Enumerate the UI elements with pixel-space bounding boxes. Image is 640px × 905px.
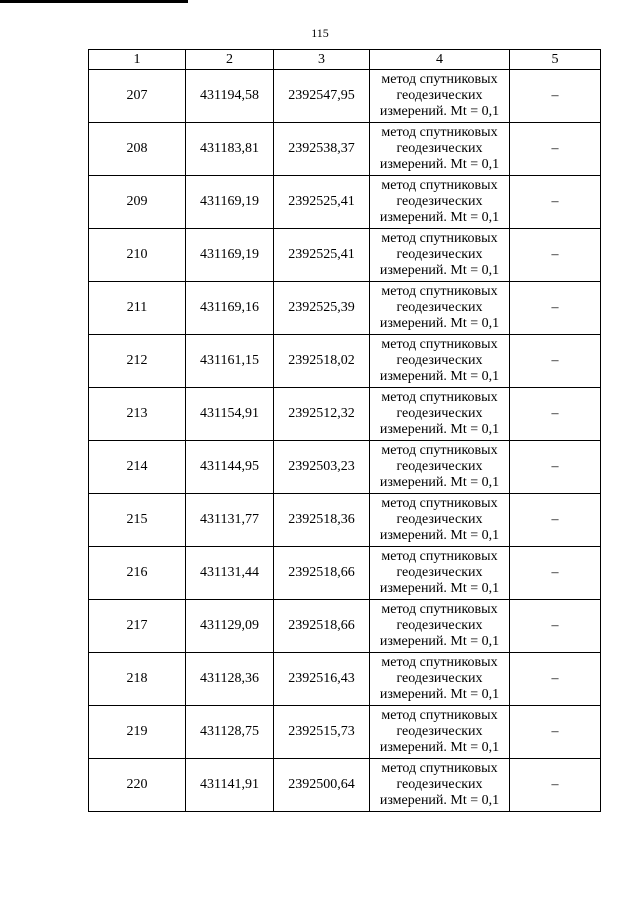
table-row [89,547,601,600]
method-line: метод спутниковых [381,72,498,87]
method-line: метод спутниковых [381,549,498,564]
x-coordinate-cell: 431161,15 [186,335,274,388]
column-header: 3 [274,50,370,70]
note-cell: – [510,441,601,494]
top-rule [0,0,188,3]
x-coordinate-cell: 431144,95 [186,441,274,494]
table-row [89,335,601,388]
method-line: измерений. Mt = 0,1 [379,475,500,490]
y-coordinate-cell: 2392525,41 [274,229,370,282]
method-line: метод спутниковых [381,390,498,405]
method-line: метод спутниковых [381,761,498,776]
method-cell [370,123,510,176]
method-cell [370,229,510,282]
column-header: 4 [370,50,510,70]
point-number-cell: 211 [89,282,186,335]
table-header-row [89,50,601,70]
method-cell [370,494,510,547]
coordinates-table [88,49,601,812]
x-coordinate-cell: 431169,19 [186,229,274,282]
note-cell: – [510,600,601,653]
method-line: метод спутниковых [381,284,498,299]
column-header: 5 [510,50,601,70]
point-number-cell: 220 [89,759,186,812]
x-coordinate-cell: 431131,77 [186,494,274,547]
table-row [89,229,601,282]
method-cell [370,653,510,706]
method-line: измерений. Mt = 0,1 [379,740,500,755]
point-number-cell: 210 [89,229,186,282]
method-line: измерений. Mt = 0,1 [379,528,500,543]
x-coordinate-cell: 431194,58 [186,70,274,123]
y-coordinate-cell: 2392547,95 [274,70,370,123]
y-coordinate-cell: 2392518,02 [274,335,370,388]
table-row [89,123,601,176]
note-cell: – [510,229,601,282]
note-cell: – [510,335,601,388]
y-coordinate-cell: 2392525,41 [274,176,370,229]
method-line: геодезических [396,565,483,580]
method-cell [370,335,510,388]
method-line: измерений. Mt = 0,1 [379,793,500,808]
x-coordinate-cell: 431141,91 [186,759,274,812]
x-coordinate-cell: 431128,75 [186,706,274,759]
method-cell [370,547,510,600]
table-row [89,600,601,653]
point-number-cell: 219 [89,706,186,759]
method-line: геодезических [396,724,483,739]
method-line: метод спутниковых [381,602,498,617]
page-number: 115 [311,26,329,40]
method-line: метод спутниковых [381,231,498,246]
point-number-cell: 218 [89,653,186,706]
y-coordinate-cell: 2392512,32 [274,388,370,441]
y-coordinate-cell: 2392515,73 [274,706,370,759]
method-line: измерений. Mt = 0,1 [379,210,500,225]
y-coordinate-cell: 2392538,37 [274,123,370,176]
note-cell: – [510,759,601,812]
note-cell: – [510,547,601,600]
method-line: измерений. Mt = 0,1 [379,634,500,649]
method-line: метод спутниковых [381,125,498,140]
method-line: геодезических [396,194,483,209]
point-number-cell: 209 [89,176,186,229]
method-line: геодезических [396,141,483,156]
note-cell: – [510,176,601,229]
method-line: геодезических [396,777,483,792]
y-coordinate-cell: 2392518,66 [274,600,370,653]
point-number-cell: 216 [89,547,186,600]
method-cell [370,388,510,441]
note-cell: – [510,282,601,335]
method-line: измерений. Mt = 0,1 [379,316,500,331]
table-row [89,653,601,706]
point-number-cell: 208 [89,123,186,176]
table-row [89,176,601,229]
note-cell: – [510,494,601,547]
method-cell [370,70,510,123]
note-cell: – [510,70,601,123]
method-cell [370,600,510,653]
table-row [89,282,601,335]
table-row [89,494,601,547]
point-number-cell: 212 [89,335,186,388]
table-row [89,70,601,123]
note-cell: – [510,653,601,706]
table-body [89,70,601,812]
method-line: геодезических [396,247,483,262]
method-line: метод спутниковых [381,655,498,670]
method-line: измерений. Mt = 0,1 [379,581,500,596]
y-coordinate-cell: 2392500,64 [274,759,370,812]
method-line: измерений. Mt = 0,1 [379,104,500,119]
y-coordinate-cell: 2392525,39 [274,282,370,335]
method-line: геодезических [396,353,483,368]
method-line: метод спутниковых [381,337,498,352]
note-cell: – [510,706,601,759]
method-line: геодезических [396,406,483,421]
method-line: геодезических [396,512,483,527]
y-coordinate-cell: 2392518,66 [274,547,370,600]
y-coordinate-cell: 2392516,43 [274,653,370,706]
x-coordinate-cell: 431128,36 [186,653,274,706]
method-cell [370,176,510,229]
method-line: измерений. Mt = 0,1 [379,422,500,437]
method-cell [370,706,510,759]
point-number-cell: 207 [89,70,186,123]
x-coordinate-cell: 431169,16 [186,282,274,335]
point-number-cell: 215 [89,494,186,547]
table-row [89,759,601,812]
method-line: метод спутниковых [381,496,498,511]
method-cell [370,282,510,335]
method-line: измерений. Mt = 0,1 [379,263,500,278]
method-line: измерений. Mt = 0,1 [379,687,500,702]
table-row [89,441,601,494]
y-coordinate-cell: 2392503,23 [274,441,370,494]
x-coordinate-cell: 431169,19 [186,176,274,229]
method-line: геодезических [396,618,483,633]
method-line: геодезических [396,88,483,103]
x-coordinate-cell: 431183,81 [186,123,274,176]
method-line: геодезических [396,671,483,686]
point-number-cell: 213 [89,388,186,441]
table-row [89,706,601,759]
y-coordinate-cell: 2392518,36 [274,494,370,547]
method-line: метод спутниковых [381,443,498,458]
note-cell: – [510,388,601,441]
method-line: измерений. Mt = 0,1 [379,369,500,384]
method-cell [370,759,510,812]
note-cell: – [510,123,601,176]
point-number-cell: 214 [89,441,186,494]
point-number-cell: 217 [89,600,186,653]
table-row [89,388,601,441]
column-header: 1 [89,50,186,70]
column-header: 2 [186,50,274,70]
x-coordinate-cell: 431131,44 [186,547,274,600]
method-line: метод спутниковых [381,178,498,193]
method-line: геодезических [396,459,483,474]
method-cell [370,441,510,494]
method-line: измерений. Mt = 0,1 [379,157,500,172]
x-coordinate-cell: 431129,09 [186,600,274,653]
method-line: метод спутниковых [381,708,498,723]
x-coordinate-cell: 431154,91 [186,388,274,441]
method-line: геодезических [396,300,483,315]
